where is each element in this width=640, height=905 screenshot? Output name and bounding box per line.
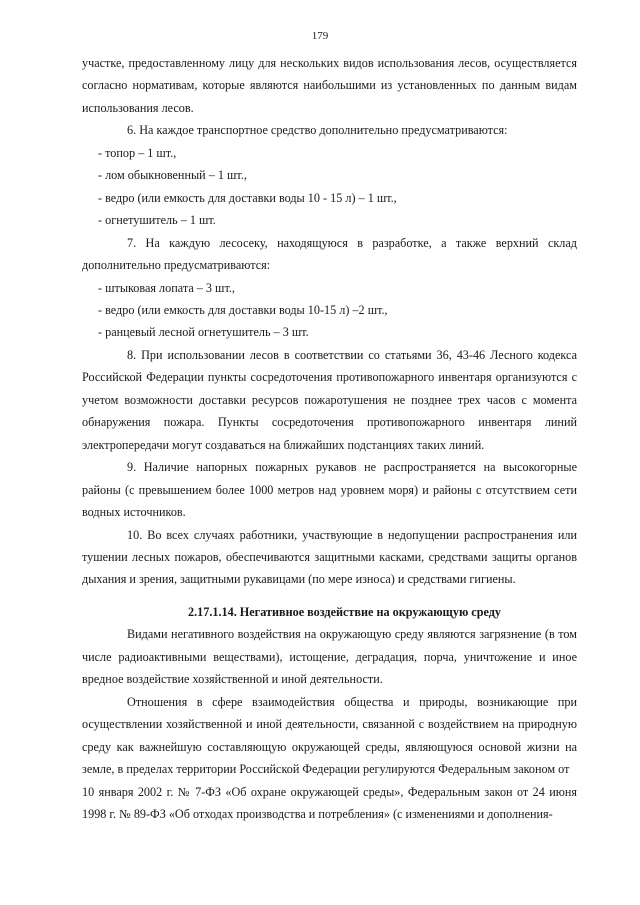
paragraph-12: Отношения в сфере взаимодействия общества и природы, возникающие при осуществлении хозяйственной и иной деятельности, связанной с воздействием на природную среду как важнейшую составляющую окружающей среды, являющуюся основой жизни на земле, в пределах территории Российской Федерации регулируются Федеральным законом от xyxy=(82,694,577,777)
paragraph-10: 10. Во всех случаях работники, участвующие в недопущении распространения или тушении лесных пожаров, обеспечиваются защитными касками, средствами защиты органов дыхания и зрения, защитными рукавицами (по мере износа) и средствами гигиены. xyxy=(82,527,577,587)
paragraph-7: 7. На каждую лесосеку, находящуюся в разработке, а также верхний склад дополнительно предусматриваются: xyxy=(82,235,577,273)
list-item: - штыковая лопата – 3 шт., xyxy=(98,280,235,295)
page-number: 179 xyxy=(311,30,329,42)
paragraph-13: 10 января 2002 г. № 7-ФЗ «Об охране окружающей среды», Федеральным закон от 24 июня 1998 г. № 89-ФЗ «Об отходах производства и потребления» (с изменениями и дополнения- xyxy=(82,784,577,821)
list-item: - ведро (или емкость для доставки воды 10-15 л) –2 шт., xyxy=(98,302,388,317)
paragraph-11: Видами негативного воздействия на окружающую среду являются загрязнение (в том числе радиоактивными веществами), истощение, деградация, порча, уничтожение и иное вредное воздействие хозяйственной и иной деятельности. xyxy=(82,627,577,687)
paragraph-9: 9. Наличие напорных пожарных рукавов не распространяется на высокогорные районы (с превышением более 1000 метров над уровнем моря) и районы с отсутствием сети водных источников. xyxy=(82,460,577,520)
page-content xyxy=(82,52,577,825)
list-item: - топор – 1 шт., xyxy=(98,145,177,160)
paragraph-8: 8. При использовании лесов в соответствии со статьями 36, 43-46 Лесного кодекса Российской Федерации пункты сосредоточения противопожарного инвентаря организуются с учетом возможности доставки ресурсов пожаротушения не позднее трех часов с момента обнаружения пожара. Пункты сосредоточения противопожарного инвентаря линий электропередачи могут создаваться на ближайших подстанциях таких линий. xyxy=(82,347,577,452)
paragraph-6: 6. На каждое транспортное средство дополнительно предусматриваются: xyxy=(127,123,508,138)
list-item: - лом обыкновенный – 1 шт., xyxy=(98,168,247,183)
section-heading: 2.17.1.14. Негативное воздействие на окружающую среду xyxy=(188,604,501,619)
list-item: - огнетушитель – 1 шт. xyxy=(98,213,216,228)
list-item: - ведро (или емкость для доставки воды 10 - 15 л) – 1 шт., xyxy=(98,190,397,205)
paragraph-intro: участке, предоставленному лицу для нескольких видов использования лесов, осуществляется согласно нормативам, которые являются наибольшими из установленных по данным видам использования лесов. xyxy=(82,56,577,115)
list-item: - ранцевый лесной огнетушитель – 3 шт. xyxy=(98,325,309,340)
